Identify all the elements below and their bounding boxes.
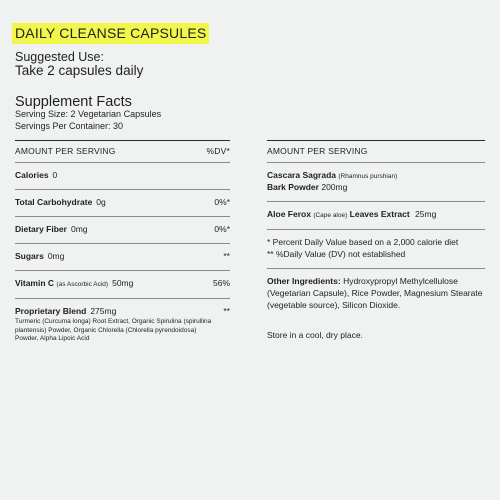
nutrient-amount: 0mg [47, 251, 65, 261]
nutrient-name: Sugars [15, 251, 44, 261]
ingredient-amount: 25mg [415, 209, 437, 219]
ingredient-amount: 200mg [321, 182, 348, 192]
nutrient-amount: 0g [96, 197, 106, 207]
nutrient-dv: 0%* [214, 197, 230, 207]
proprietary-blend [15, 299, 230, 352]
proprietary-blend-name: Proprietary Blend [15, 306, 87, 316]
ingredient-name-line2: Bark Powder [267, 182, 319, 192]
nutrient-name: Vitamin C [15, 278, 55, 288]
nutrient-dv: 0%* [214, 224, 230, 234]
product-tag: DAILY CLEANSE CAPSULES [12, 23, 209, 44]
left-column-header [15, 141, 230, 162]
nutrient-name: Dietary Fiber [15, 224, 67, 234]
nutrient-dv: ** [223, 251, 230, 261]
nutrient-row-dietary-fiber [15, 217, 230, 243]
ingredient-note: (Rhamnus purshian) [338, 173, 398, 180]
ingredient-name: Cascara Sagrada [267, 170, 336, 180]
amount-per-serving-header: AMOUNT PER SERVING [267, 146, 368, 156]
footnote-daily-value: * Percent Daily Value based on a 2,000 calorie diet [267, 237, 459, 247]
nutrient-amount: 50mg [112, 278, 134, 288]
ingredient-row-cascara-sagrada [267, 163, 485, 201]
nutrient-row-calories [15, 163, 230, 189]
proprietary-blend-ingredients: Turmeric (Curcuma longa) Root Extract, Organic Spirulina (spirullina plantensis) Powder, Organic Chlorella (Chlorella pyrendoidosa) Powder, Alpha Lipoic Acid [15, 318, 212, 342]
servings-per-container: Servings Per Container: 30 [15, 121, 124, 131]
ingredient-name-part2: Leaves Extract [349, 209, 410, 219]
suggested-use-text: Take 2 capsules daily [15, 63, 144, 78]
footnote-not-established: ** %Daily Value (DV) not established [267, 249, 406, 259]
footnotes [267, 230, 485, 268]
serving-size: Serving Size: 2 Vegetarian Capsules [15, 109, 162, 119]
nutrient-amount: 0mg [70, 224, 88, 234]
dv-header: %DV* [206, 146, 230, 156]
nutrient-note: (as Ascorbic Acid) [56, 281, 109, 288]
nutrient-dv: 56% [212, 278, 230, 288]
nutrient-row-vitamin-c [15, 271, 230, 298]
proprietary-blend-dv: ** [223, 306, 230, 316]
storage-instructions: Store in a cool, dry place. [267, 330, 363, 340]
ingredient-name: Aloe Ferox [267, 209, 311, 219]
suggested-use-label: Suggested Use: [15, 50, 104, 64]
amount-per-serving-header: AMOUNT PER SERVING [15, 146, 116, 156]
other-ingredients [267, 269, 485, 311]
right-facts-column [267, 140, 485, 340]
nutrient-amount: 0 [52, 170, 58, 180]
nutrient-name: Total Carbohydrate [15, 197, 93, 207]
ingredient-note: (Cape aloe) [313, 212, 348, 219]
other-ingredients-label: Other Ingredients: [267, 276, 341, 286]
nutrient-row-total-carbohydrate [15, 190, 230, 216]
other-ingredients-text: Hydroxypropyl Methylcellulose (Vegetarian Capsule), Rice Powder, Magnesium Stearate (vegetable source), Silicon Dioxide. [267, 276, 483, 310]
proprietary-blend-amount: 275mg [90, 306, 117, 316]
left-facts-column [15, 140, 230, 352]
supplement-facts-title: Supplement Facts [15, 94, 132, 110]
nutrient-name: Calories [15, 170, 49, 180]
ingredient-row-aloe-ferox [267, 202, 485, 229]
nutrient-row-sugars [15, 244, 230, 270]
right-column-header [267, 141, 485, 162]
